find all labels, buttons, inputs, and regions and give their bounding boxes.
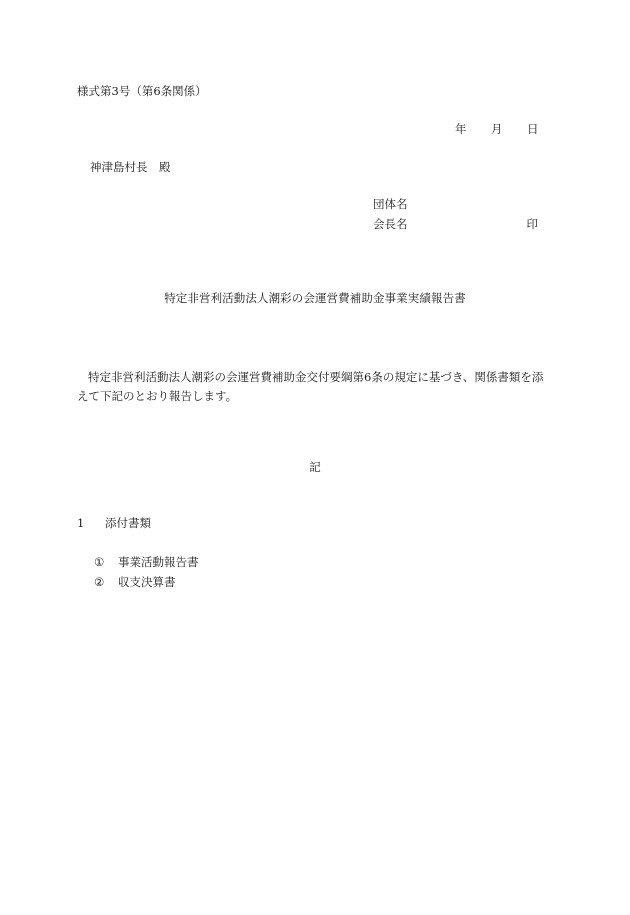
attachment-list xyxy=(94,557,199,597)
organization-name-row xyxy=(373,199,541,219)
list-item xyxy=(94,557,199,577)
list-item-label: 収支決算書 xyxy=(118,575,176,589)
list-item-label: 事業活動報告書 xyxy=(118,555,199,569)
organization-name-label: 団体名 xyxy=(373,197,408,211)
section-number: 1 xyxy=(77,516,85,530)
ki-heading: 記 xyxy=(309,460,321,474)
date-month-label: 月 xyxy=(491,122,503,136)
list-item-marker: ② xyxy=(94,575,105,589)
date-line xyxy=(455,124,539,136)
document-title: 特定非営利活動法人潮彩の会運営費補助金事業実績報告書 xyxy=(164,291,466,305)
date-year-label: 年 xyxy=(455,122,467,136)
body-paragraph: 特定非営利活動法人潮彩の会運営費補助金交付要綱第6条の規定に基づき、関係書類を添えて下記のとおり報告します。 xyxy=(77,370,544,403)
section-heading xyxy=(77,518,151,530)
chair-name-row xyxy=(373,219,541,239)
date-day-label: 日 xyxy=(527,122,539,136)
section-title: 添付書類 xyxy=(105,516,151,530)
organization-block xyxy=(373,199,541,239)
chair-name-label: 会長名 xyxy=(373,217,408,231)
addressee: 神津島村長 殿 xyxy=(90,160,171,174)
list-item xyxy=(94,577,199,597)
form-number: 様式第3号（第6条関係） xyxy=(77,84,207,98)
list-item-marker: ① xyxy=(94,555,105,569)
seal-mark: 印 xyxy=(526,217,538,231)
